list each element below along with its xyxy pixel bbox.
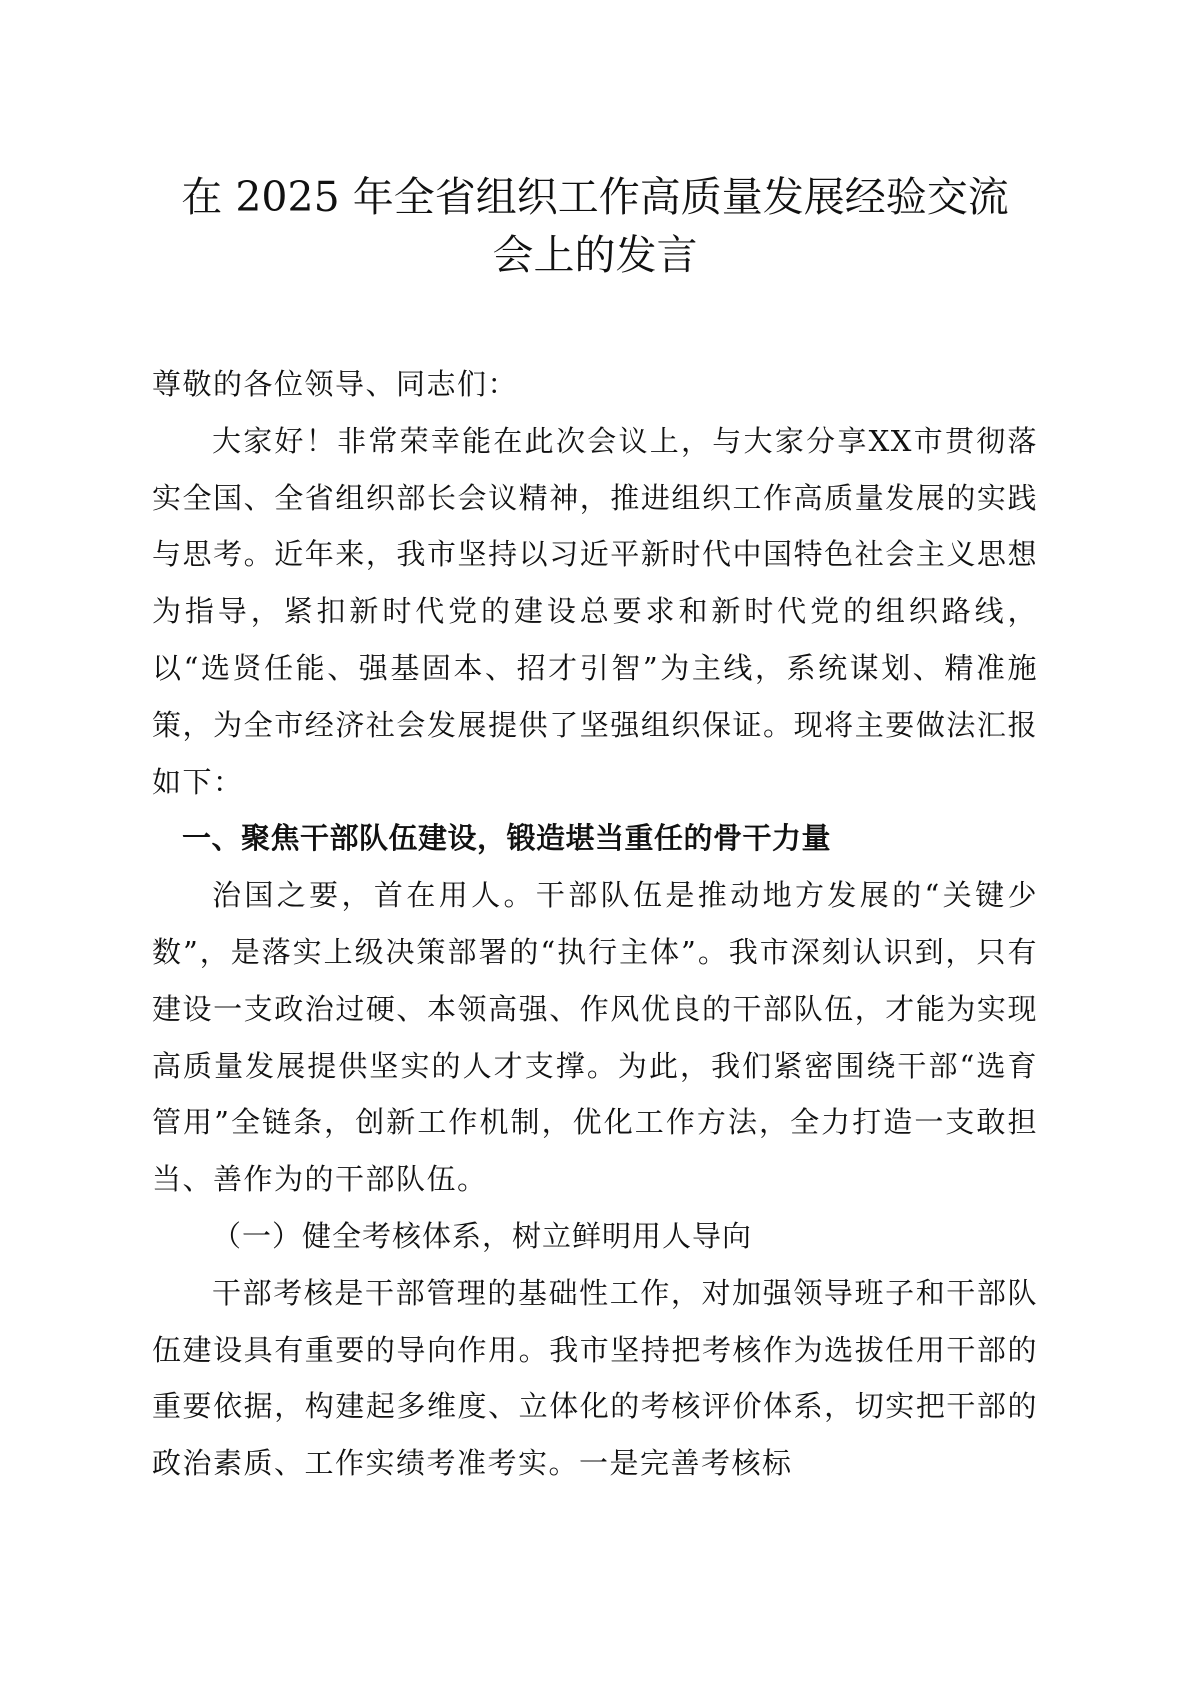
subsection-heading-1: （一）健全考核体系，树立鲜明用人导向 (212, 1218, 753, 1253)
document-title (140, 168, 1050, 284)
title-line-1: 在 2025 年全省组织工作高质量发展经验交流 (181, 173, 1009, 221)
intro-paragraph: 大家好！非常荣幸能在此次会议上，与大家分享XX市贯彻落实全国、全省组织部长会议精神，推进组织工作高质量发展的实践与思考。近年来，我市坚持以习近平新时代中国特色社会主义思想为指导，紧扣新时代党的建设总要求和新时代党的组织路线，以“选贤任能、强基固本、招才引智”为主线，系统谋划、精准施策，为全市经济社会发展提供了坚强组织保证。现将主要做法汇报如下： (152, 423, 1038, 799)
section-1-paragraph: 治国之要，首在用人。干部队伍是推动地方发展的“关键少数”，是落实上级决策部署的“执行主体”。我市深刻认识到，只有建设一支政治过硬、本领高强、作风优良的干部队伍，才能为实现高质量发展提供坚实的人才支撑。为此，我们紧密围绕干部“选育管用”全链条，创新工作机制，优化工作方法，全力打造一支敢担当、善作为的干部队伍。 (152, 878, 1038, 1197)
title-line-2: 会上的发言 (492, 231, 698, 279)
subsection-1-paragraph: 干部考核是干部管理的基础性工作，对加强领导班子和干部队伍建设具有重要的导向作用。我市坚持把考核作为选拔任用干部的重要依据，构建起多维度、立体化的考核评价体系，切实把干部的政治素质、工作实绩考准考实。一是完善考核标 (152, 1275, 1038, 1481)
document-body (152, 356, 1038, 1492)
section-heading-1: 一、聚焦干部队伍建设，锻造堪当重任的骨干力量 (182, 821, 832, 856)
salutation: 尊敬的各位领导、同志们： (152, 367, 519, 401)
